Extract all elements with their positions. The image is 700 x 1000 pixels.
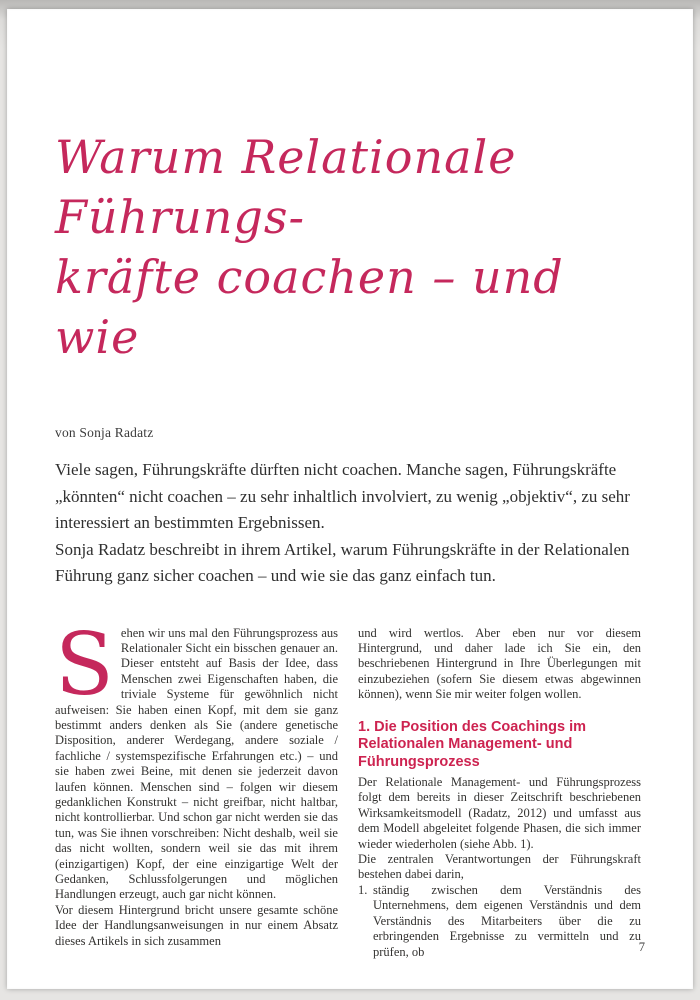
dropcap-letter: S xyxy=(55,614,114,715)
list-item-marker: 1. xyxy=(358,882,368,897)
intro-paragraph-1: Viele sagen, Führungskräfte dürften nicht coachen. Manche sagen, Führungskräfte „könnten“ nicht coachen – zu sehr inhaltlich involviert, zu wenig „objektiv“, zu sehr interessiert an bestimmten Ergebnissen. xyxy=(55,460,630,532)
page-number: 7 xyxy=(638,940,645,954)
right-paragraph-2: Der Relationale Management- und Führungsprozess folgt dem bereits in dieser Zeitschrift beschriebenen Wirksamkeitsmodell (Radatz, 2012) und umfasst aus dem Modell abgeleitet folgende Phasen, die sich immer wieder wiederholen (siehe Abb. 1). xyxy=(358,775,641,851)
left-paragraph-2: Vor diesem Hintergrund bricht unsere gesamte schöne Idee der Handlungsanweisungen in nur einem Absatz dieses Artikels in sich zusammen xyxy=(55,902,338,948)
article-title xyxy=(55,127,641,367)
section-heading: 1. Die Position des Coachings im Relationalen Management- und Führungsprozess xyxy=(358,718,587,770)
body-columns xyxy=(55,614,641,960)
intro-block xyxy=(55,457,641,590)
intro-paragraph-2: Sonja Radatz beschreibt in ihrem Artikel, warum Führungskräfte in der Relationalen Führung ganz sicher coachen – und wie sie das ganz einfach tun. xyxy=(55,539,630,585)
list-item-text: ständig zwischen dem Verständnis des Unternehmens, dem eigenen Verständnis und dem Verständnis des Mitarbeiters über die zu erbringenden Ergebnisse zu vermitteln und zu prüfen, ob xyxy=(373,882,641,959)
article-title-line1: Warum Relationale Führungs- xyxy=(55,130,517,244)
right-paragraph-1: und wird wertlos. Aber eben nur vor diesem Hintergrund, und daher lade ich Sie ein, den beschriebenen Hintergrund in Ihre Überlegungen mit einzubeziehen (sofern Sie diesem etwas abgewinnen können), wenn Sie mir weiter folgen wollen. xyxy=(358,625,641,702)
right-paragraph-3: Die zentralen Verantwortungen der Führungskraft bestehen dabei darin, xyxy=(358,852,641,882)
left-paragraph-1 xyxy=(55,614,338,903)
byline: von Sonja Radatz xyxy=(55,425,154,440)
column-right xyxy=(358,626,641,960)
column-left xyxy=(55,614,338,960)
article-title-line2: kräfte coachen – und wie xyxy=(55,250,564,364)
article-page xyxy=(7,9,693,989)
left-paragraph-1-text: ehen wir uns mal den Führungsprozess aus Relationaler Sicht ein bisschen genauer an. Dieser entsteht auf Basis der Idee, dass Menschen zwei Eigenschaften haben, die triviale Systeme für gewöhnlich nicht aufweisen: Sie haben einen Kopf, mit dem sie ganz bestimmt anders denken als Sie (andere genetische Disposition, anderer Werdegang, andere soziale / fachliche / systemspezifische Erfahrungen etc.) – und sie haben zwei Beine, mit denen sie jederzeit davon laufen können. Menschen sind – folgen wir diesem gedanklichen Konstrukt – nicht greifbar, nicht haltbar, nicht kontrollierbar. Und schon gar nicht werden sie das tun, was Sie ihnen vorschreiben: Nicht deshalb, weil sie das nicht wollten, sondern weil sie das mit ihrem (einzigartigen) Kopf, der eine einzigartige Welt der Gedanken, Schlussfolgerungen und möglichen Handlungen erzeugt, auch gar nicht können. xyxy=(55,625,338,902)
numbered-list-item-1 xyxy=(358,883,641,960)
